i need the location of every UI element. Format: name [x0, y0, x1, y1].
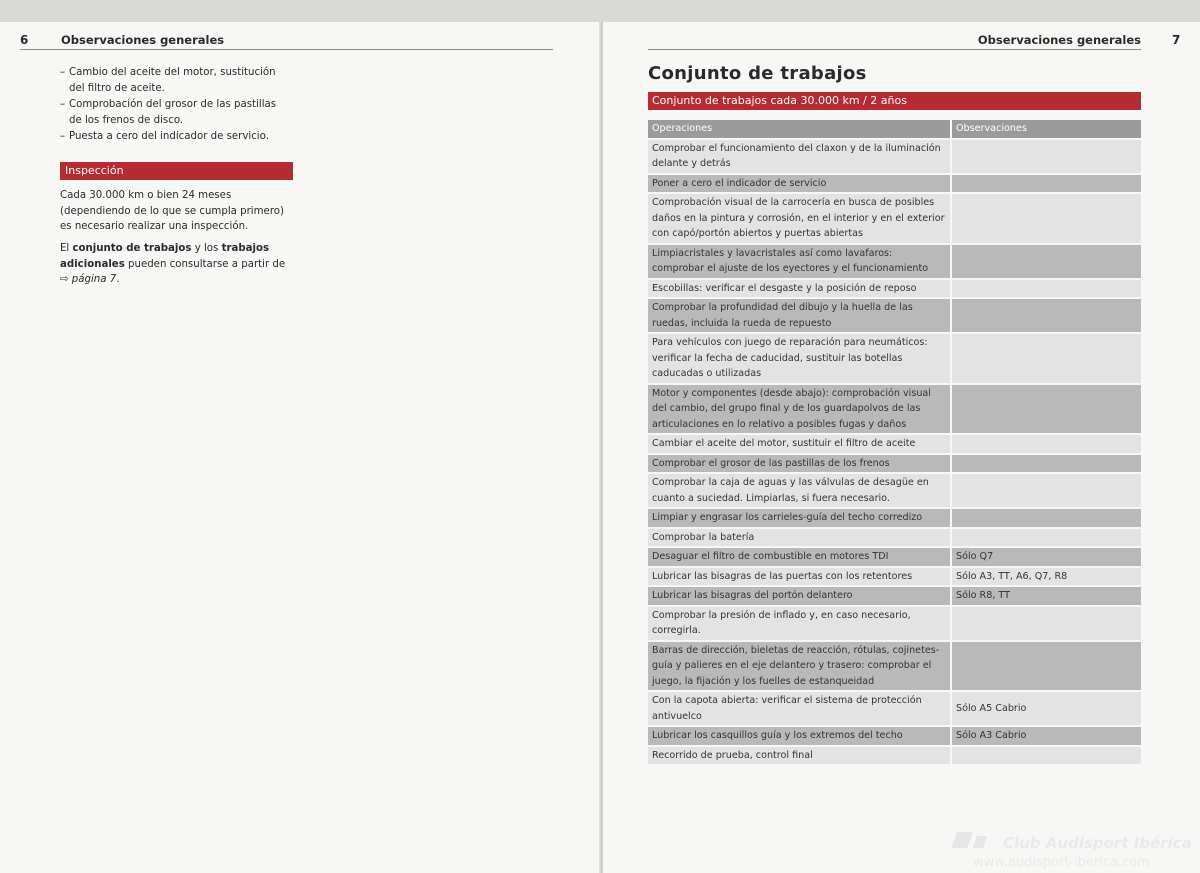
operation-cell: Lubricar los casquillos guía y los extremos del techo	[648, 726, 951, 746]
table-row	[648, 606, 1141, 641]
observation-cell	[951, 279, 1141, 299]
page-7-link[interactable]: ⇨ página 7	[60, 274, 117, 285]
observation-cell	[951, 298, 1141, 333]
observation-cell	[951, 746, 1141, 766]
observation-cell	[951, 139, 1141, 174]
table-row	[648, 434, 1141, 454]
table-title: Conjunto de trabajos cada 30.000 km / 2 años	[648, 92, 1141, 110]
bullet-list	[60, 65, 292, 146]
right-page	[603, 22, 1200, 873]
operation-cell: Comprobar la presión de inflado y, en caso necesario, corregirla.	[648, 606, 951, 641]
column-header-operaciones: Operaciones	[648, 120, 951, 139]
operation-cell: Para vehículos con juego de reparación para neumáticos: verificar la fecha de caducidad, sustituir las botellas caducadas o utilizadas	[648, 333, 951, 384]
observation-cell	[951, 606, 1141, 641]
table-row	[648, 528, 1141, 548]
observation-cell: Sólo Q7	[951, 547, 1141, 567]
table-row	[648, 139, 1141, 174]
inspeccion-section-title: Inspección	[60, 162, 293, 180]
list-item: – Comprobación del grosor de las pastillas de los frenos de disco.	[60, 99, 277, 126]
club-watermark	[951, 829, 1200, 873]
table-row	[648, 244, 1141, 279]
table-row	[648, 691, 1141, 726]
operation-cell: Comprobar la batería	[648, 528, 951, 548]
operation-cell: Comprobar la profundidad del dibujo y la huella de las ruedas, incluida la rueda de repuesto	[648, 298, 951, 333]
table-row	[648, 193, 1141, 244]
observation-cell	[951, 454, 1141, 474]
operation-cell: Escobillas: verificar el desgaste y la posición de reposo	[648, 279, 951, 299]
observation-cell: Sólo A3, TT, A6, Q7, R8	[951, 567, 1141, 587]
observation-cell: Sólo R8, TT	[951, 586, 1141, 606]
observation-cell: Sólo A3 Cabrio	[951, 726, 1141, 746]
list-item: – Cambio del aceite del motor, sustitución del filtro de aceite.	[60, 67, 276, 94]
table-row	[648, 279, 1141, 299]
observation-cell	[951, 193, 1141, 244]
operation-cell: Desaguar el filtro de combustible en motores TDI	[648, 547, 951, 567]
operation-cell: Con la capota abierta: verificar el sistema de protección antivuelco	[648, 691, 951, 726]
operations-table	[648, 120, 1141, 766]
table-row	[648, 746, 1141, 766]
table-row	[648, 726, 1141, 746]
observation-cell	[951, 333, 1141, 384]
left-page-header	[20, 33, 553, 50]
observation-cell	[951, 641, 1141, 692]
table-row	[648, 298, 1141, 333]
table-header-row	[648, 120, 1141, 139]
table-row	[648, 547, 1141, 567]
table-row	[648, 454, 1141, 474]
observation-cell	[951, 528, 1141, 548]
table-row	[648, 174, 1141, 194]
operation-cell: Motor y componentes (desde abajo): comprobación visual del cambio, del grupo final y de los guardapolvos de las articulaciones en lo relativo a posibles fugas y daños	[648, 384, 951, 435]
operation-cell: Lubricar las bisagras del portón delantero	[648, 586, 951, 606]
table-row	[648, 508, 1141, 528]
operation-cell: Poner a cero el indicador de servicio	[648, 174, 951, 194]
page-number-left: 6	[20, 33, 29, 47]
table-row	[648, 567, 1141, 587]
reference-paragraph: El conjunto de trabajos y los trabajos adicionales pueden consultarse a partir de ⇨ página 7.	[60, 243, 286, 285]
watermark-title: Club Audisport Ibérica	[1003, 834, 1192, 852]
operation-cell: Comprobar el funcionamiento del claxon y de la iluminación delante y detrás	[648, 139, 951, 174]
inspection-paragraph: Cada 30.000 km o bien 24 meses (dependiendo de lo que se cumpla primero) es necesario realizar una inspección.	[60, 190, 284, 232]
observation-cell	[951, 434, 1141, 454]
observation-cell	[951, 473, 1141, 508]
table-row	[648, 333, 1141, 384]
right-header-title: Observaciones generales	[977, 33, 1141, 47]
operation-cell: Lubricar las bisagras de las puertas con los retentores	[648, 567, 951, 587]
column-header-observaciones: Observaciones	[951, 120, 1141, 139]
page-number-right: 7	[1172, 33, 1181, 47]
right-page-header	[648, 33, 1141, 50]
page-title: Conjunto de trabajos	[648, 63, 867, 84]
list-item: – Puesta a cero del indicador de servicio.	[60, 131, 269, 142]
observation-cell	[951, 174, 1141, 194]
operation-cell: Comprobar la caja de aguas y las válvulas de desagüe en cuanto a suciedad. Limpiarlas, si fuera necesario.	[648, 473, 951, 508]
operation-cell: Comprobar el grosor de las pastillas de los frenos	[648, 454, 951, 474]
table-row	[648, 641, 1141, 692]
table-row	[648, 473, 1141, 508]
operation-cell: Cambiar el aceite del motor, sustituir el filtro de aceite	[648, 434, 951, 454]
left-page	[0, 22, 601, 873]
observation-cell: Sólo A5 Cabrio	[951, 691, 1141, 726]
left-header-title: Observaciones generales	[61, 33, 225, 47]
table-row	[648, 586, 1141, 606]
operation-cell: Limpiacristales y lavacristales así como lavafaros: comprobar el ajuste de los eyectores y el funcionamiento	[648, 244, 951, 279]
observation-cell	[951, 244, 1141, 279]
operation-cell: Comprobación visual de la carrocería en busca de posibles daños en la pintura y corrosión, en el interior y en el exterior con capó/portón abiertos y puertas abiertas	[648, 193, 951, 244]
operation-cell: Limpiar y engrasar los carrieles-guía del techo corredizo	[648, 508, 951, 528]
table-row	[648, 384, 1141, 435]
operation-cell: Recorrido de prueba, control final	[648, 746, 951, 766]
observation-cell	[951, 508, 1141, 528]
operation-cell: Barras de dirección, bieletas de reacción, rótulas, cojinetes-guía y palieres en el eje delantero y trasero: comprobar el juego, la fijación y los fuelles de estanqueidad	[648, 641, 951, 692]
club-logo-icon	[951, 832, 987, 848]
watermark-url: www.audisport-iberica.com	[973, 855, 1150, 870]
observation-cell	[951, 384, 1141, 435]
